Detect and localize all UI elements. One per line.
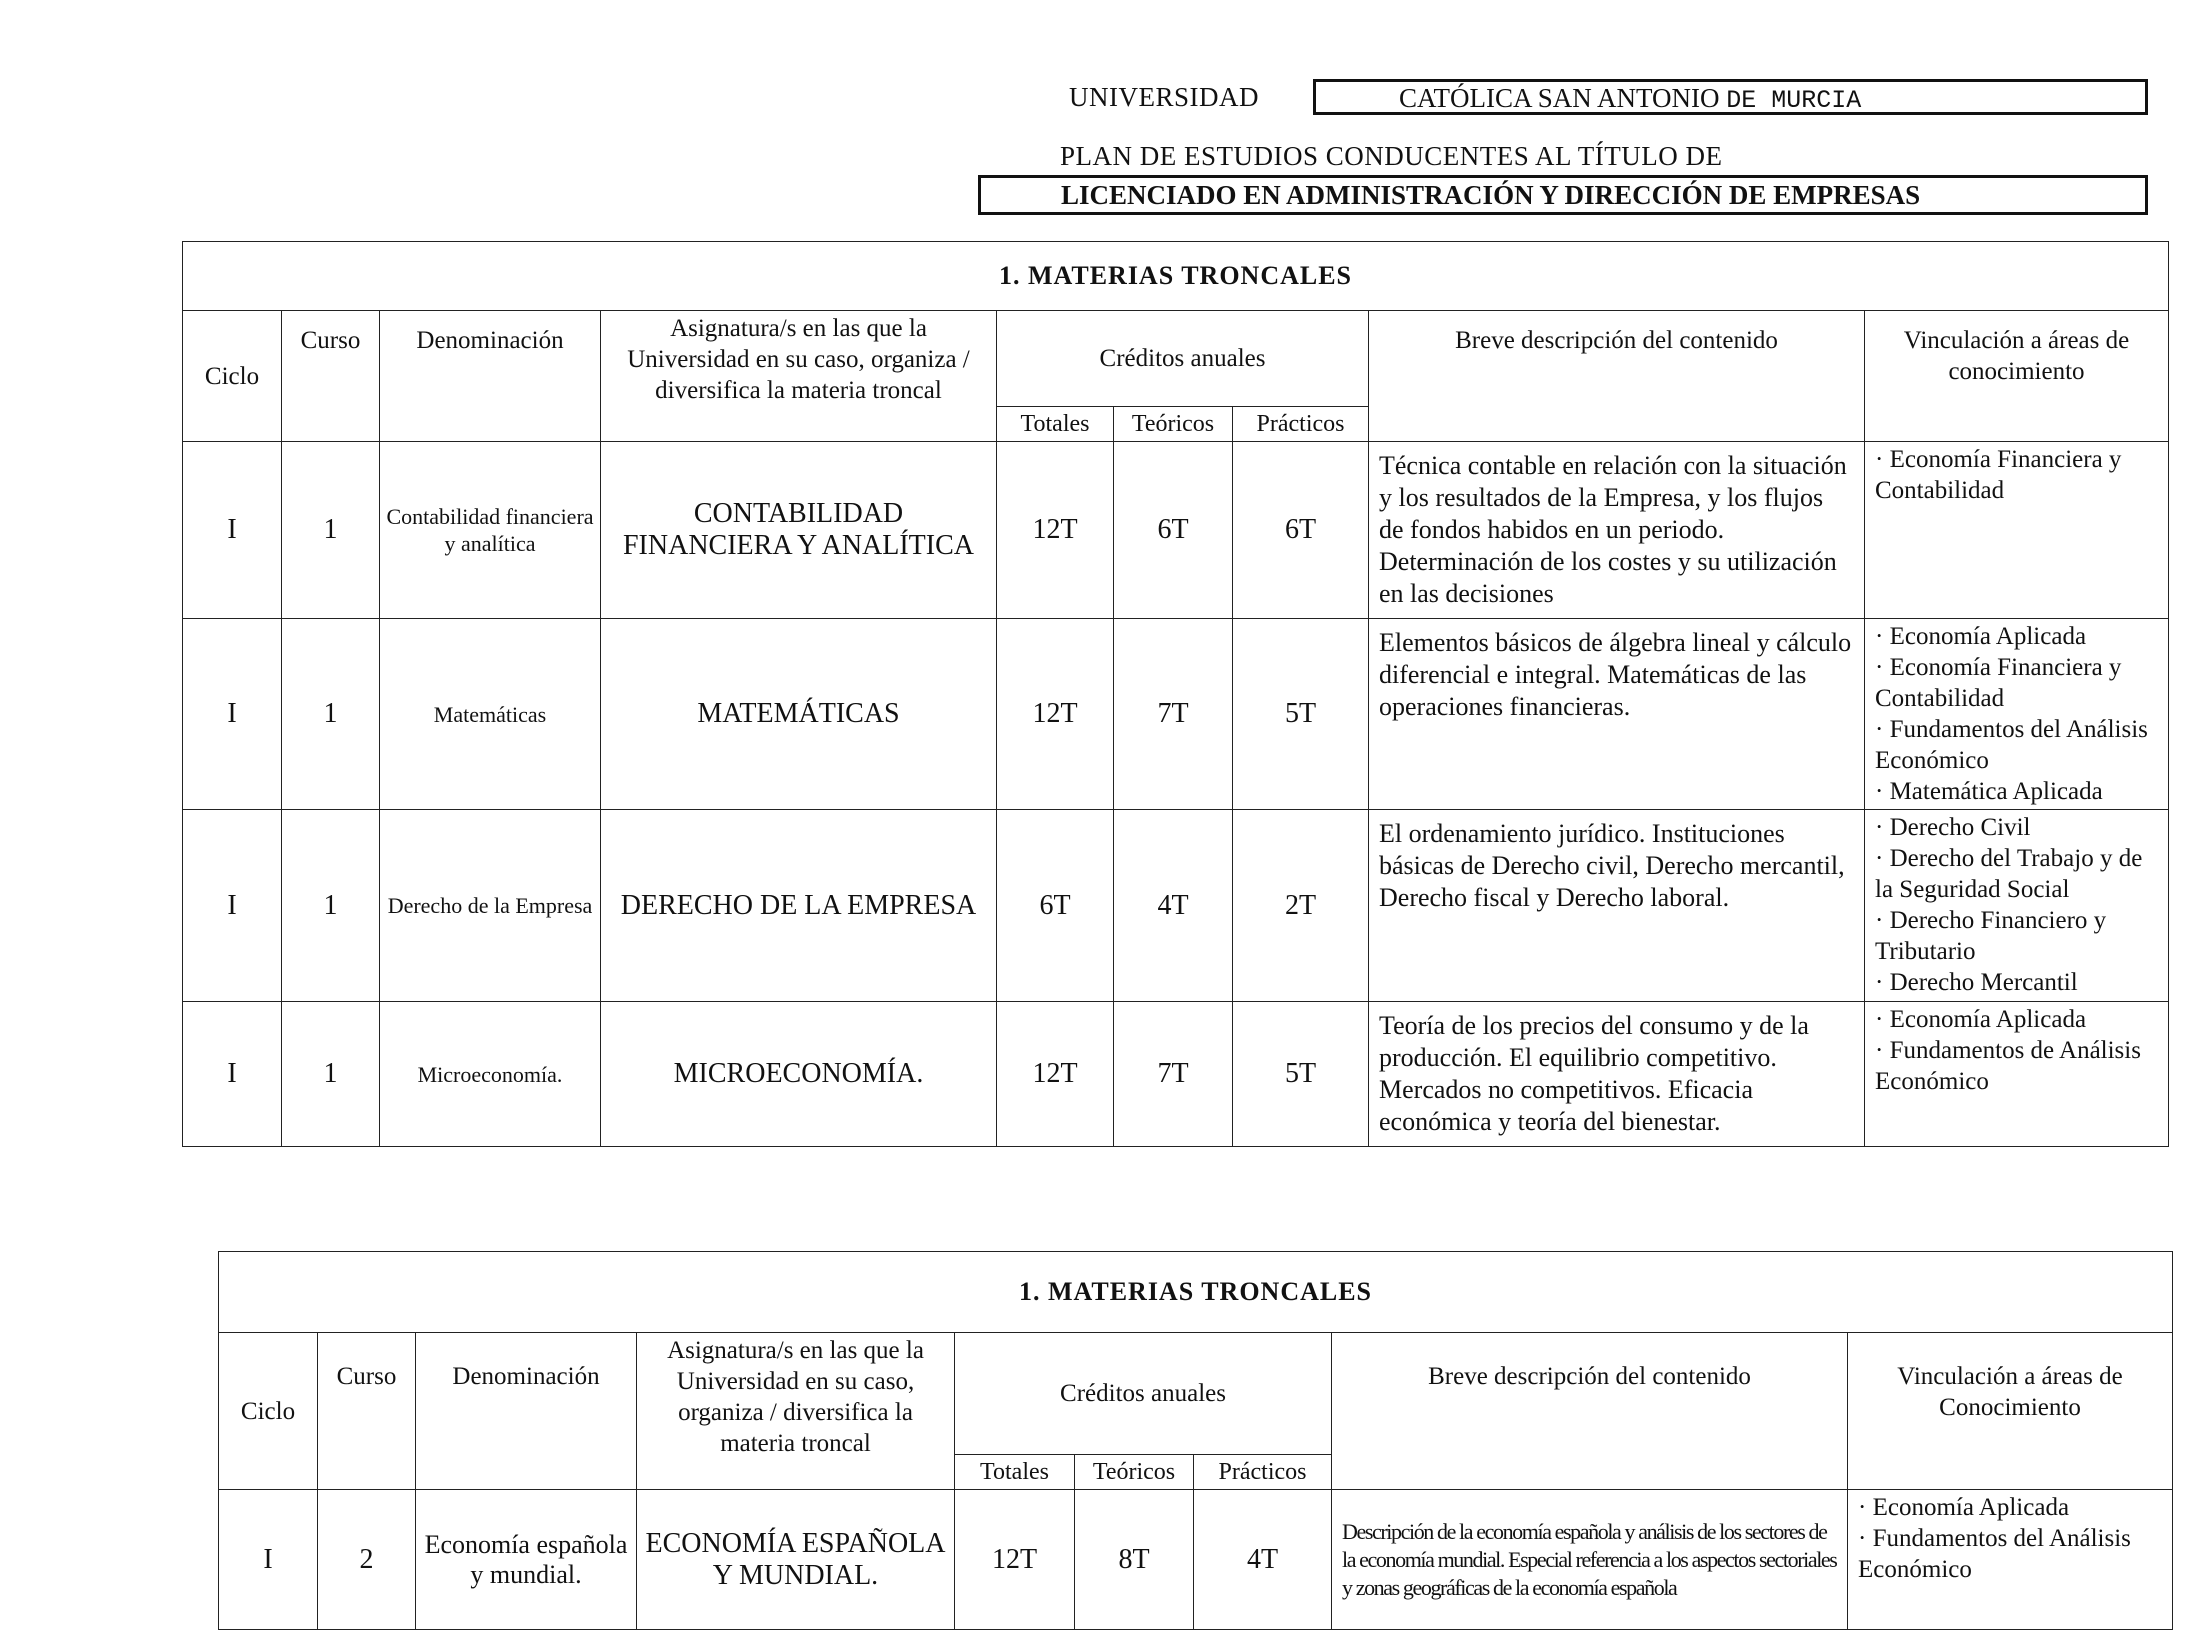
plan-label: PLAN DE ESTUDIOS CONDUCENTES AL TÍTULO DE — [1060, 141, 1723, 171]
universidad-label: UNIVERSIDAD — [1069, 82, 1259, 112]
cell-teoricos: 4T — [1114, 810, 1233, 1002]
header-asignatura: Asignatura/s en las que la Universidad en su caso, organiza / diversifica la materia troncal — [637, 1333, 955, 1490]
cell-ciclo: I — [183, 619, 282, 810]
header-ciclo: Ciclo — [183, 311, 282, 442]
cell-areas — [1848, 1490, 2173, 1630]
cell-totales: 12T — [997, 1002, 1114, 1147]
area-item: · Economía Aplicada — [1875, 623, 2087, 650]
degree-title: LICENCIADO EN ADMINISTRACIÓN Y DIRECCIÓN DE EMPRESAS — [978, 175, 2148, 215]
header-creditos: Créditos anuales — [997, 311, 1369, 407]
materias-troncales-table-2 — [218, 1251, 2173, 1630]
cell-denominacion: Microeconomía. — [380, 1002, 601, 1147]
cell-curso: 2 — [318, 1490, 416, 1630]
cell-denominacion: Contabilidad financiera y analítica — [380, 442, 601, 619]
area-item: · Economía Aplicada — [1858, 1494, 2070, 1521]
header-totales: Totales — [997, 407, 1114, 442]
header-totales: Totales — [955, 1455, 1075, 1490]
cell-descripcion: Teoría de los precios del consumo y de la producción. El equilibrio competitivo. Mercados no competitivos. Eficacia económica y teoría del bienestar. — [1369, 1002, 1865, 1147]
cell-asignatura: ECONOMÍA ESPAÑOLA Y MUNDIAL. — [637, 1490, 955, 1630]
header-teoricos: Teóricos — [1114, 407, 1233, 442]
header-denominacion: Denominación — [416, 1333, 637, 1490]
table-row — [183, 619, 2169, 810]
area-item: · Fundamentos de Análisis Económico — [1875, 1037, 2141, 1095]
table-row — [183, 1002, 2169, 1147]
cell-totales: 12T — [997, 619, 1114, 810]
cell-teoricos: 7T — [1114, 1002, 1233, 1147]
cell-descripcion: Descripción de la economía española y análisis de los sectores de la economía mundial. Especial referencia a los aspectos sectoriales y zonas geográficas de la economía española — [1332, 1490, 1848, 1630]
cell-denominacion: Derecho de la Empresa — [380, 810, 601, 1002]
area-item: · Economía Aplicada — [1875, 1006, 2087, 1033]
cell-ciclo: I — [183, 810, 282, 1002]
cell-practicos: 5T — [1233, 1002, 1369, 1147]
cell-practicos: 2T — [1233, 810, 1369, 1002]
section-title: 1. MATERIAS TRONCALES — [183, 242, 2169, 311]
cell-teoricos: 8T — [1075, 1490, 1194, 1630]
cell-descripcion: El ordenamiento jurídico. Instituciones básicas de Derecho civil, Derecho mercantil, Derecho fiscal y Derecho laboral. — [1369, 810, 1865, 1002]
area-item: · Derecho Mercantil — [1875, 969, 2078, 996]
cell-ciclo: I — [219, 1490, 318, 1630]
cell-ciclo: I — [183, 1002, 282, 1147]
area-item: · Fundamentos del Análisis Económico — [1875, 716, 2148, 774]
cell-totales: 12T — [997, 442, 1114, 619]
cell-ciclo: I — [183, 442, 282, 619]
header-asignatura: Asignatura/s en las que la Universidad en su caso, organiza / diversifica la materia troncal — [601, 311, 997, 442]
area-item: · Derecho Civil — [1875, 814, 2031, 841]
universidad-name-box — [1313, 79, 2148, 115]
header-practicos: Prácticos — [1233, 407, 1369, 442]
area-item: · Fundamentos del Análisis Económico — [1858, 1525, 2131, 1583]
section-title: 1. MATERIAS TRONCALES — [219, 1252, 2173, 1333]
table-row — [219, 1490, 2173, 1630]
area-item: · Derecho Financiero y Tributario — [1875, 907, 2107, 965]
cell-teoricos: 6T — [1114, 442, 1233, 619]
cell-curso: 1 — [282, 1002, 380, 1147]
cell-asignatura: DERECHO DE LA EMPRESA — [601, 810, 997, 1002]
cell-areas — [1865, 442, 2169, 619]
table-row — [183, 810, 2169, 1002]
cell-totales: 6T — [997, 810, 1114, 1002]
header-vinculacion: Vinculación a áreas de conocimiento — [1865, 311, 2169, 442]
cell-practicos: 5T — [1233, 619, 1369, 810]
cell-asignatura: MICROECONOMÍA. — [601, 1002, 997, 1147]
cell-descripcion: Elementos básicos de álgebra lineal y cálculo diferencial e integral. Matemáticas de las operaciones financieras. — [1369, 619, 1865, 810]
cell-curso: 1 — [282, 619, 380, 810]
header-descripcion: Breve descripción del contenido — [1369, 311, 1865, 442]
cell-areas — [1865, 619, 2169, 810]
cell-asignatura: CONTABILIDAD FINANCIERA Y ANALÍTICA — [601, 442, 997, 619]
cell-totales: 12T — [955, 1490, 1075, 1630]
header-teoricos: Teóricos — [1075, 1455, 1194, 1490]
universidad-name: CATÓLICA SAN ANTONIO — [1399, 83, 1720, 113]
header-descripcion: Breve descripción del contenido — [1332, 1333, 1848, 1490]
header-curso: Curso — [282, 311, 380, 442]
header-practicos: Prácticos — [1194, 1455, 1332, 1490]
cell-teoricos: 7T — [1114, 619, 1233, 810]
cell-areas — [1865, 1002, 2169, 1147]
area-item: · Economía Financiera y Contabilidad — [1875, 654, 2122, 712]
header-denominacion: Denominación — [380, 311, 601, 442]
materias-troncales-table-1 — [182, 241, 2169, 1147]
area-item: · Derecho del Trabajo y de la Seguridad Social — [1875, 845, 2143, 903]
area-item: · Matemática Aplicada — [1875, 778, 2103, 805]
universidad-name-suffix: DE MURCIA — [1726, 86, 1862, 115]
cell-denominacion: Economía española y mundial. — [416, 1490, 637, 1630]
header-creditos: Créditos anuales — [955, 1333, 1332, 1455]
cell-denominacion: Matemáticas — [380, 619, 601, 810]
header-curso: Curso — [318, 1333, 416, 1490]
table-row — [183, 442, 2169, 619]
cell-areas — [1865, 810, 2169, 1002]
cell-descripcion: Técnica contable en relación con la situación y los resultados de la Empresa, y los flujos de fondos habidos en un periodo. Determinación de los costes y su utilización en las decisiones — [1369, 442, 1865, 619]
cell-curso: 1 — [282, 442, 380, 619]
header-vinculacion: Vinculación a áreas de Conocimiento — [1848, 1333, 2173, 1490]
cell-asignatura: MATEMÁTICAS — [601, 619, 997, 810]
cell-curso: 1 — [282, 810, 380, 1002]
cell-practicos: 4T — [1194, 1490, 1332, 1630]
cell-practicos: 6T — [1233, 442, 1369, 619]
header-ciclo: Ciclo — [219, 1333, 318, 1490]
area-item: · Economía Financiera y Contabilidad — [1875, 446, 2122, 504]
